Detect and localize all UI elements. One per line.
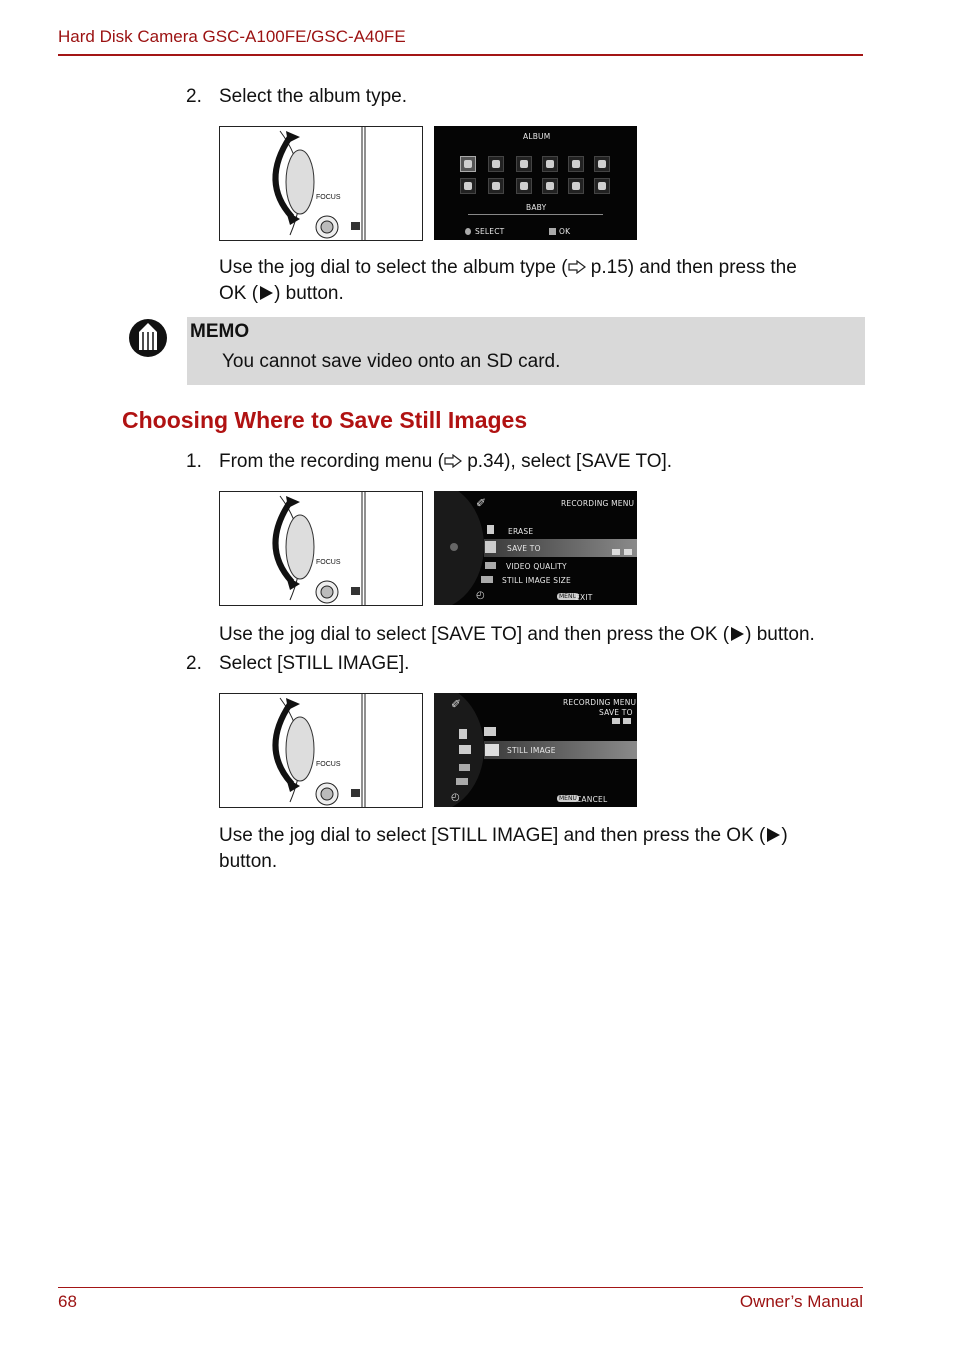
camera-icon (624, 549, 632, 555)
album-icon (488, 156, 504, 172)
step-text-part: p.34), select [SAVE TO]. (461, 451, 673, 472)
save-to-screen-subtitle: SAVE TO (599, 708, 633, 717)
camera-icon (623, 718, 631, 724)
camera-icon (612, 718, 620, 724)
section-heading: Choosing Where to Save Still Images (122, 407, 528, 433)
timer-icon: ◴ (476, 590, 485, 601)
album-icon (594, 178, 610, 194)
memo-text: You cannot save video onto an SD card. (222, 351, 561, 372)
timer-icon: ◴ (451, 792, 460, 803)
wrench-icon: ✐ (451, 697, 462, 711)
instruction-text: ) (781, 825, 788, 846)
instruction-text: button. (219, 851, 278, 872)
video-quality-icon (459, 764, 470, 771)
album-icon (568, 156, 584, 172)
option-still-image: STILL IMAGE (507, 746, 556, 755)
album-icon (516, 156, 532, 172)
step-text-part: From the recording menu ( (219, 451, 444, 472)
jog-dial-illustration (219, 126, 423, 241)
page-reference-icon (568, 260, 586, 274)
header-title: Hard Disk Camera GSC-A100FE/GSC-A40FE (58, 27, 406, 46)
step-text (219, 451, 672, 473)
video-quality-icon (485, 562, 496, 569)
exit-label: EXIT (575, 593, 593, 602)
header-rule (58, 54, 863, 56)
select-icon (465, 228, 471, 235)
memo-pencil-icon (128, 318, 168, 358)
instruction-paragraph (219, 255, 869, 307)
album-icon (594, 156, 610, 172)
instruction-text: Use the jog dial to select the album type ( (219, 257, 568, 278)
album-selected-name: BABY (526, 203, 547, 212)
save-to-screen (434, 693, 637, 807)
instruction-text: p.15) and then press the (585, 257, 797, 278)
dial-dot (450, 543, 458, 551)
ok-play-icon (729, 626, 745, 642)
recording-menu-title: RECORDING MENU (561, 499, 635, 508)
wrench-icon: ✐ (476, 496, 487, 510)
focus-label: FOCUS (316, 559, 341, 566)
ok-play-icon (765, 827, 781, 843)
step-number: 2. (186, 86, 202, 107)
page-number: 68 (58, 1292, 77, 1311)
focus-label: FOCUS (316, 761, 341, 768)
erase-icon (487, 525, 494, 534)
jog-dial-icon (220, 492, 422, 605)
camera-icon (485, 744, 499, 756)
ok-key-icon (549, 228, 556, 235)
cancel-label: CANCEL (576, 795, 608, 804)
step-number: 2. (186, 653, 202, 674)
page-reference-icon (444, 454, 462, 468)
select-label: SELECT (475, 227, 505, 236)
save-to-icon (459, 745, 471, 754)
divider (468, 214, 603, 215)
focus-label: FOCUS (316, 194, 341, 201)
jog-dial-icon (220, 127, 422, 240)
still-image-size-icon (456, 778, 468, 785)
save-to-icon (485, 541, 496, 553)
save-to-screen-title: RECORDING MENU (563, 698, 637, 707)
menu-key-badge: MENU (559, 593, 577, 600)
ok-play-icon (258, 285, 274, 301)
instruction-text: OK ( (219, 283, 259, 304)
album-icon (568, 178, 584, 194)
album-icon (488, 178, 504, 194)
memo-title: MEMO (190, 321, 250, 342)
album-icon-baby (460, 156, 476, 172)
menu-key-badge: MENU (559, 795, 577, 802)
instruction-text: Use the jog dial to select [STILL IMAGE] and then press the OK ( (219, 825, 766, 846)
album-screen (434, 126, 637, 240)
still-image-size-icon (481, 576, 493, 583)
jog-dial-icon (220, 694, 422, 807)
camera-icon (612, 549, 620, 555)
step-text: Select [STILL IMAGE]. (219, 653, 410, 674)
step-2-album (186, 86, 407, 108)
step-number: 1. (186, 451, 202, 472)
album-icon (460, 178, 476, 194)
ok-label: OK (559, 227, 571, 236)
step-2-still-image (186, 653, 410, 675)
album-screen-title: ALBUM (523, 132, 551, 141)
erase-icon (459, 729, 467, 739)
recording-menu-screen (434, 491, 637, 605)
footer-rule (58, 1287, 863, 1288)
instruction-text: Use the jog dial to select [SAVE TO] and then press the OK ( (219, 624, 730, 645)
jog-dial-illustration (219, 491, 423, 606)
instruction-paragraph (219, 622, 879, 648)
menu-item-still-image-size: STILL IMAGE SIZE (502, 576, 571, 585)
instruction-text: ) button. (274, 283, 344, 304)
menu-item-erase: ERASE (508, 527, 534, 536)
video-save-icon (484, 727, 496, 736)
manual-name: Owner’s Manual (739, 1292, 863, 1311)
step-text: Select the album type. (219, 86, 407, 107)
menu-item-save-to: SAVE TO (507, 544, 541, 553)
album-icon (542, 156, 558, 172)
instruction-paragraph (219, 823, 869, 875)
album-icon (542, 178, 558, 194)
step-1-save-to (186, 451, 866, 473)
album-icon (516, 178, 532, 194)
jog-dial-illustration (219, 693, 423, 808)
instruction-text: ) button. (745, 624, 815, 645)
menu-item-video-quality: VIDEO QUALITY (506, 562, 567, 571)
